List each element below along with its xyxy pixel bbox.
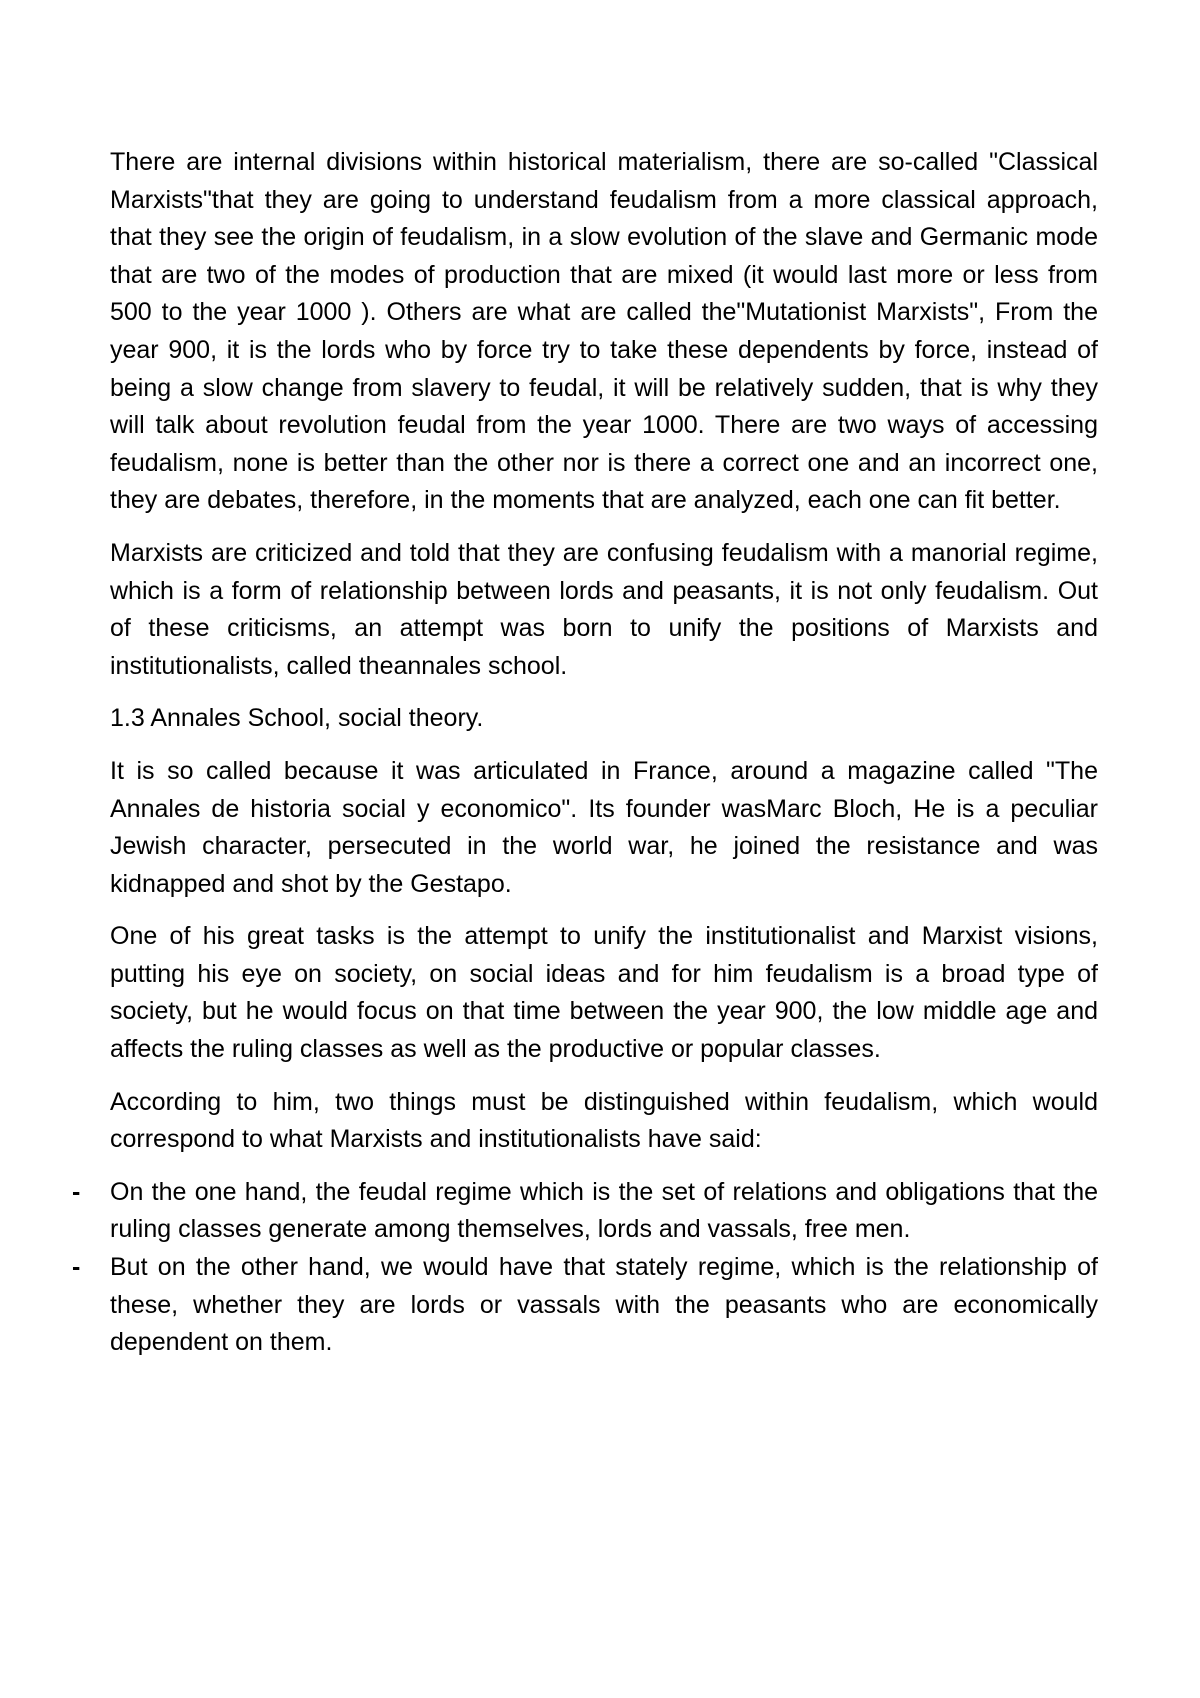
list-item	[72, 1249, 1098, 1362]
paragraph-materialism-divisions: There are internal divisions within historical materialism, there are so-called "Classical Marxists"that they are going to understand feudalism from a more classical approach, that they see the origin of feudalism, in a slow evolution of the slave and Germanic mode that are two of the modes of production that are mixed (it would last more or less from 500 to the year 1000 ). Others are what are called the"Mutationist Marxists", From the year 900, it is the lords who by force try to take these dependents by force, instead of being a slow change from slavery to feudal, it will be relatively sudden, that is why they will talk about revolution feudal from the year 1000. There are two ways of accessing feudalism, none is better than the other nor is there a correct one and an incorrect one, they are debates, therefore, in the moments that are analyzed, each one can fit better.	[110, 148, 1098, 515]
bullet-dash: -	[72, 1177, 81, 1206]
bullet-text-stately-regime: But on the other hand, we would have that stately regime, which is the relationship of these, whether they are lords or vassals with the peasants who are economically dependent on them.	[110, 1253, 1098, 1357]
document-body	[72, 144, 1098, 1362]
bullet-list	[72, 1174, 1098, 1362]
paragraph-bloch-tasks: One of his great tasks is the attempt to unify the institutionalist and Marxist visions, putting his eye on society, on social ideas and for him feudalism is a broad type of society, but he would focus on that time between the year 900, the low middle age and affects the ruling classes as well as the productive or popular classes.	[110, 922, 1098, 1064]
paragraph-two-things: According to him, two things must be distinguished within feudalism, which would correspond to what Marxists and institutionalists have said:	[110, 1087, 1098, 1154]
paragraph-annales-origin: It is so called because it was articulated in France, around a magazine called "The Annales de historia social y economico". Its founder wasMarc Bloch, He is a peculiar Jewish character, persecuted in the world war, he joined the resistance and was kidnapped and shot by the Gestapo.	[110, 756, 1098, 898]
list-item	[72, 1174, 1098, 1249]
bullet-dash: -	[72, 1253, 81, 1282]
paragraph-marxists-criticized: Marxists are criticized and told that they are confusing feudalism with a manorial regime, which is a form of relationship between lords and peasants, it is not only feudalism. Out of these criticisms, an attempt was born to unify the positions of Marxists and institutionalists, called theannales school.	[110, 538, 1098, 680]
section-heading-annales-school: 1.3 Annales School, social theory.	[110, 704, 484, 733]
bullet-text-feudal-regime: On the one hand, the feudal regime which is the set of relations and obligations that the ruling classes generate among themselves, lords and vassals, free men.	[110, 1177, 1098, 1244]
